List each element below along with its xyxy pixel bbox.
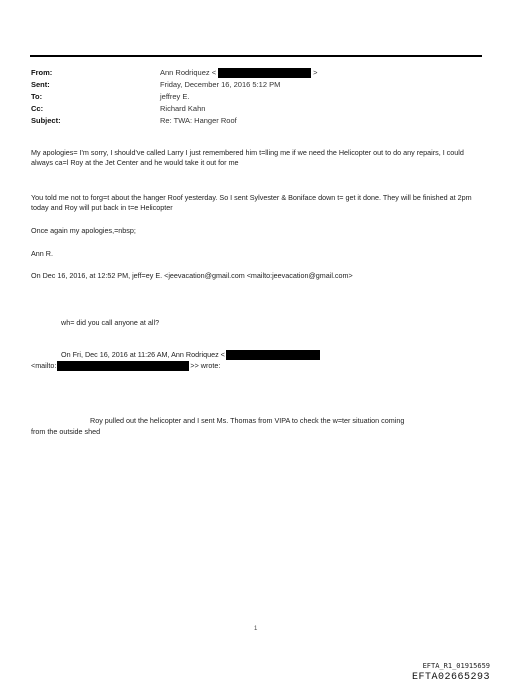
quote2-mailto: <mailto: [31,361,57,370]
quote2-text-line-1: Roy pulled out the helicopter and I sent Ms. Thomas from VIPA to check the w=ter situation coming [90,416,405,425]
sent-label: Sent: [31,80,50,89]
cc-value: Richard Kahn [160,104,206,113]
from-name: Ann Rodriquez < [160,68,217,77]
redaction-block [218,68,311,78]
header-rule [30,55,482,57]
from-suffix: > [313,68,318,77]
quote2-wrote: >> wrote: [190,361,221,370]
bates-ref-1: EFTA_R1_01915659 [422,662,490,670]
redaction-block [57,361,189,371]
subject-label: Subject: [31,116,61,125]
cc-label: Cc: [31,104,44,113]
sent-value: Friday, December 16, 2016 5:12 PM [160,80,281,89]
bates-ref-2: EFTA02665293 [411,672,490,683]
quote2-text-line-2: from the outside shed [31,427,101,436]
quote2-header-text: On Fri, Dec 16, 2016 at 11:26 AM, Ann Rodriquez < [61,350,225,359]
from-label: From: [31,68,53,77]
from-value [160,68,317,78]
to-value: jeffrey E. [160,92,190,101]
quote2-mailto-line [31,361,220,371]
signoff: Ann R. [31,249,53,258]
quote1-header: On Dec 16, 2016, at 12:52 PM, jeff=ey E. <jeevacation@gmail.com <mailto:jeevacation@gmail.com> [31,271,353,280]
body-paragraph-2: You told me not to forg=t about the hanger Roof yesterday. So I sent Sylvester & Boniface down t= get it done. They will be finished at 2pm today and Roy will put back in t=e Helicopter [31,193,472,212]
quote2-header [61,350,320,360]
body-paragraph-3: Once again my apologies,=nbsp; [31,226,136,235]
page-number: 1 [254,626,258,632]
redaction-block [226,350,320,360]
to-label: To: [31,92,43,101]
body-paragraph-1: My apologies= I'm sorry, I should've called Larry I just remembered him t=lling me if we need the Helicopter out to do any repairs, I could always ca=l Roy at the Jet Center and he would take it out for me [31,148,464,167]
quote1-text: wh= did you call anyone at all? [61,318,160,327]
subject-value: Re: TWA: Hanger Roof [160,116,237,125]
